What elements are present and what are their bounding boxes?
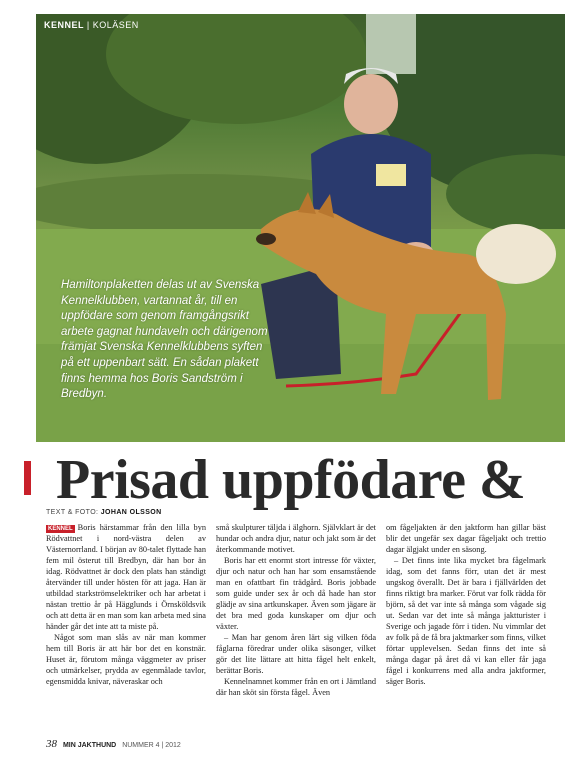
paragraph: Kennelnamnet kommer från en ort i Jämtland där han sköt sin första fågel. Även bbox=[216, 677, 376, 697]
paragraph: om fågeljakten är den jaktform han gillar bäst blir det ungefär sex dagar fågeljakt och trettio dagar älgjakt under en säsong. bbox=[386, 523, 546, 554]
paragraph: – Man har genom åren lärt sig vilken föda fåglarna föredrar under olika säsonger, vilket gör det lite lättare att hitta fågel helt enkelt, berättar Boris. bbox=[216, 633, 376, 675]
article-column-1 bbox=[46, 522, 206, 687]
hero-photo bbox=[36, 14, 565, 442]
byline-label: TEXT & FOTO: bbox=[46, 509, 99, 516]
paragraph: små skulpturer täljda i älghorn. Självklart är det hundar och andra djur, natur och jakt som är det återkommande motivet. bbox=[216, 523, 376, 554]
kennel-tag: KENNEL bbox=[48, 526, 73, 532]
headline-accent-bar bbox=[24, 461, 31, 495]
byline bbox=[46, 509, 162, 516]
photo-caption: Hamiltonplaketten delas ut av Svenska Kennelklubben, vartannat år, till en uppfödare som genom framgångsrikt arbete gagnat hundaveln och därigenom främjat Svenska Kennelklubbens syften på ett uppenbart sätt. En sådan plakett finns hemma hos Boris Sandström i Bredbyn. bbox=[61, 279, 268, 401]
section-kicker: KENNEL | KOLÄSEN bbox=[44, 20, 139, 30]
paragraph: Något som man slås av när man kommer hem till Boris är att här bor det en konstnär. Huset är, förutom många väggmeter av priser och utmärkelser, prydda av egenmålade tavlor, egensmidda knivar, näveraskar och bbox=[46, 633, 206, 686]
paragraph bbox=[46, 522, 206, 632]
magazine-name: MIN JAKTHUND bbox=[62, 742, 117, 749]
section-sub: KOLÄSEN bbox=[92, 20, 139, 30]
paragraph: Boris har ett enormt stort intresse för växter, djur och natur och han har som ensamstående man en ofattbart fin trädgård. Boris jobbade som guide under sex år och då hade han stor glädje av sina artkunskaper. Även som jägare är det bra med goda kunskaper om djur och växter. bbox=[216, 556, 376, 631]
byline-name: JOHAN OLSSON bbox=[100, 509, 162, 516]
article-headline: Prisad uppfödare & bbox=[56, 449, 526, 511]
paragraph-text: Boris härstammar från den lilla byn Rödvattnet i nord-västra delen av Västernorrland. I början av 80-talet flyttade han fem mil österut till Bredbyn, där han bor än idag. Rödvattnet är dock den plats han ständigt återvänder till under hösten för att jaga. Han är utbildad starkströmselektriker och har arbetat i nästan trettio år på Hägglunds i Örnsköldsvik och att detta är en man som kan arbeta med sina händer går det inte att ta miste på. bbox=[46, 523, 206, 631]
page-footer bbox=[46, 738, 181, 750]
paragraph: – Det finns inte lika mycket bra fågelmark idag, som det fanns förr, utan det är mest ungskog överallt. Det är bara i fjällvärlden det finns riktigt bra marker. Förut var folk rädda för björn, så det var inte så många som vågade sig ut. Sedan var det inte så många jaktturister i Sverige och jagade förr i tiden. Nu vimmlar det av folk på de få bra jaktmarker som finns, vilket förtar upplevelsen. Sedan finns det inte så många dagar på året då vi kan eller får jaga fågel i konkurrens med alla andra jaktformer, säger Boris. bbox=[386, 556, 546, 686]
page-number: 38 bbox=[46, 738, 57, 750]
issue-label: NUMMER 4 | 2012 bbox=[122, 742, 181, 749]
section-label: KENNEL bbox=[44, 20, 84, 30]
article-column-2 bbox=[216, 522, 376, 698]
article-column-3 bbox=[386, 522, 546, 687]
